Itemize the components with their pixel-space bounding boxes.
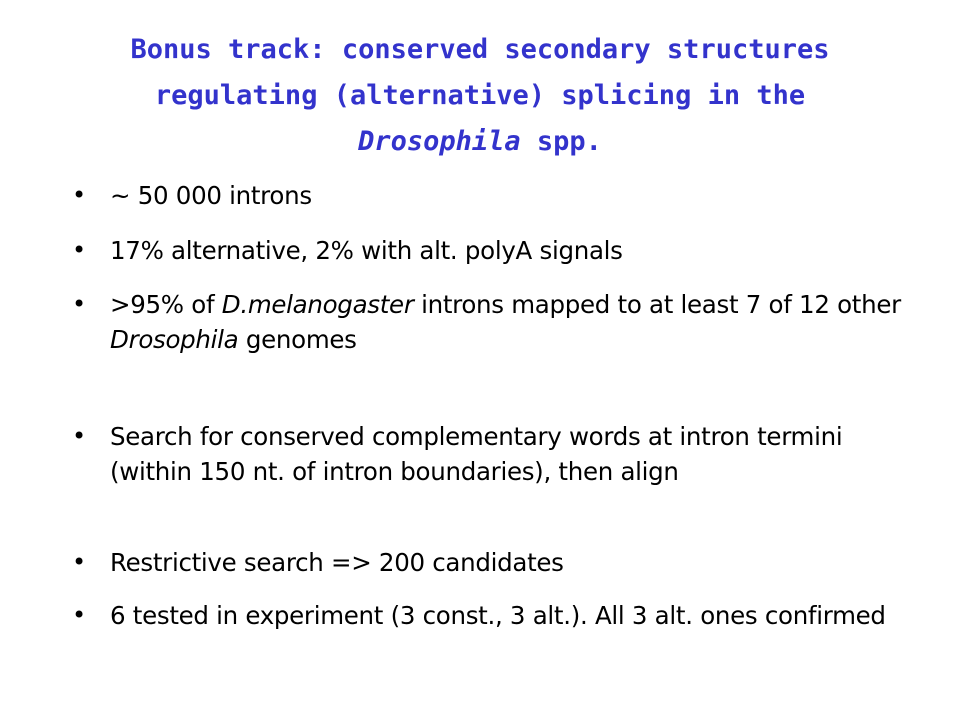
- bullet-dot-icon: •: [72, 601, 86, 629]
- bullet-text: ~ 50 000 introns: [110, 181, 312, 210]
- bullet-item: [72, 233, 902, 268]
- bullet-text: Restrictive search => 200 candidates: [110, 548, 564, 577]
- bullet-item: [72, 545, 902, 580]
- bullet-item: [72, 287, 902, 357]
- species-name-italic: D.melanogaster: [221, 290, 414, 319]
- bullet-dot-icon: •: [72, 181, 86, 209]
- title-line-1: Bonus track: conserved secondary structures: [130, 34, 830, 65]
- bullet-dot-icon: •: [72, 548, 86, 576]
- bullet-text-pre: >95% of: [110, 290, 222, 319]
- bullet-text: 17% alternative, 2% with alt. polyA signals: [110, 236, 623, 265]
- title-line-2: regulating (alternative) splicing in the: [154, 80, 806, 111]
- bullet-dot-icon: •: [72, 422, 86, 450]
- bullet-text-mid: introns mapped to at least 7 of 12 other: [413, 290, 901, 319]
- bullet-text: 6 tested in experiment (3 const., 3 alt.). All 3 alt. ones confirmed: [110, 601, 886, 630]
- bullet-item: [72, 598, 902, 633]
- bullet-dot-icon: •: [72, 290, 86, 318]
- title-genus-italic: Drosophila: [358, 126, 521, 157]
- bullet-text-post: genomes: [238, 325, 357, 354]
- bullet-item: [72, 419, 902, 489]
- bullet-dot-icon: •: [72, 236, 86, 264]
- bullet-text: [110, 287, 902, 357]
- bullet-text: Search for conserved complementary words at intron termini (within 150 nt. of intron boundaries), then align: [110, 422, 843, 486]
- title-line-3-rest: spp.: [520, 126, 602, 157]
- genus-name-italic: Drosophila: [110, 325, 239, 354]
- bullet-item: [72, 178, 902, 213]
